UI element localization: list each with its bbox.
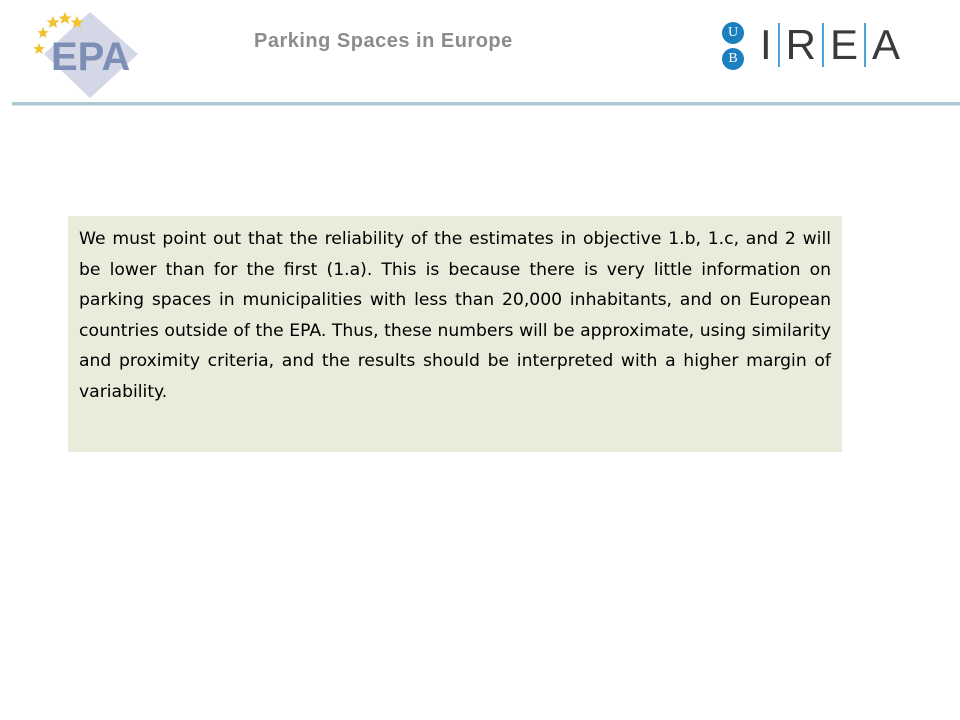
epa-logo-graphic [30, 8, 142, 100]
irea-logo-icon [720, 16, 901, 76]
content-box [68, 216, 842, 452]
irea-letter-e: E [830, 21, 859, 68]
header-divider-shadow [12, 105, 960, 106]
irea-letter-r: R [785, 21, 817, 68]
ub-mark-icon [720, 16, 746, 74]
irea-wordmark [754, 20, 906, 70]
body-paragraph: We must point out that the reliability of the estimates in objective 1.b, 1.c, and 2 will be lower than for the first (1.a). This is because there is very little information on parking spaces in municipalities with less than 20,000 inhabitants, and on European countries outside of the EPA. Thus, these numbers will be approximate, using similarity and proximity criteria, and the results should be interpreted with a higher margin of variability. [79, 229, 831, 402]
logo-text: EPA [51, 35, 131, 79]
page-title: Parking Spaces in Europe [254, 30, 513, 52]
slide-header [0, 0, 960, 100]
irea-letter-i: I [760, 21, 772, 68]
ub-letter-u: U [722, 22, 744, 44]
ub-letter-b: B [722, 48, 744, 70]
irea-letter-a: A [872, 21, 901, 68]
epa-logo-icon [30, 8, 142, 100]
